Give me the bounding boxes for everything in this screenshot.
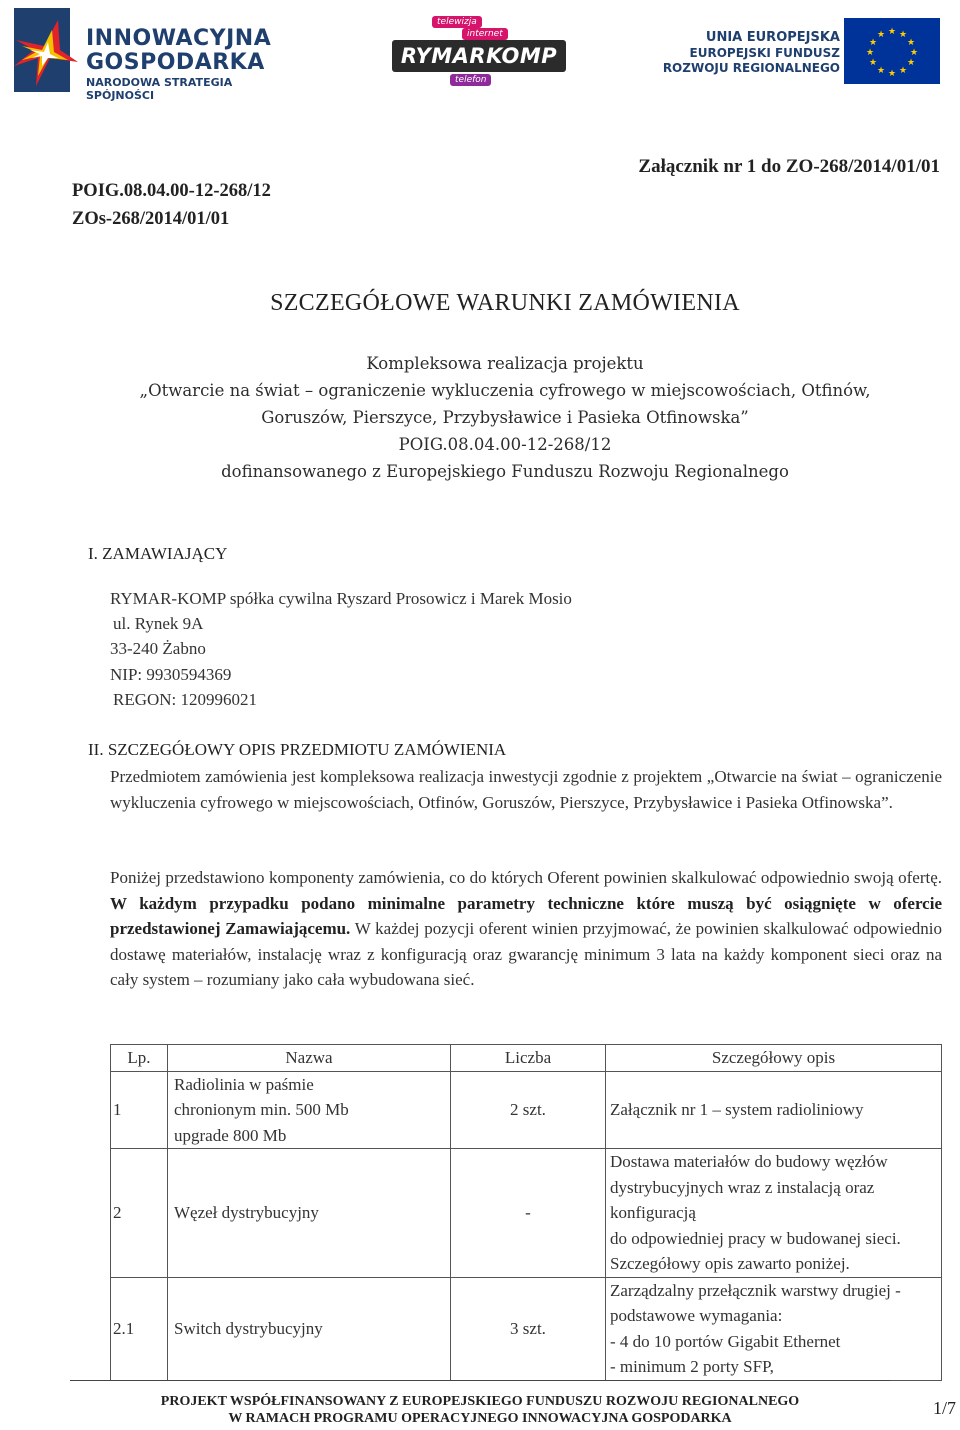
ig-logo-line3: NARODOWA STRATEGIA SPÓJNOŚCI	[86, 76, 233, 102]
section2-paragraph1: Przedmiotem zamówienia jest kompleksowa realizacja inwestycji zgodnie z projektem „Otwarcie na świat – ograniczenie wykluczenia cyfrowego w miejscowościach, Otfinów, Goruszów, Pierszyce, Przybysławice i Pasieka Otfinowska”.	[110, 767, 942, 812]
row-desc	[606, 1149, 942, 1278]
row-lp: 2	[111, 1149, 168, 1278]
row-name-line: Switch dystrybucyjny	[174, 1318, 323, 1338]
para2-end: W każdej pozycji oferent winien przyjmować, że powinien skalkulować odpowiednio dostawę materiałów, instalację wraz z konfiguracją oraz gwarancję minimum 3 lata na każdy komponent sieci oraz na cały system – rozumiany jako cała wybudowana sieć.	[110, 919, 942, 989]
row-desc-line: do odpowiedniej pracy w budowanej sieci.	[610, 1228, 901, 1248]
eu-flag-icon	[844, 18, 940, 84]
row-desc	[606, 1277, 942, 1380]
col-header-desc: Szczegółowy opis	[606, 1045, 942, 1072]
col-header-name: Nazwa	[168, 1045, 451, 1072]
row-name-line: upgrade 800 Mb	[174, 1125, 287, 1145]
nip-number: NIP: 9930594369	[110, 665, 232, 684]
svg-text:★: ★	[887, 69, 897, 79]
ig-star-icon	[8, 6, 80, 94]
row-desc-line: - minimum 2 porty SFP,	[610, 1357, 774, 1376]
svg-text:★: ★	[898, 30, 908, 40]
row-name	[168, 1149, 451, 1278]
svg-text:★: ★	[887, 27, 897, 37]
section1-heading: I. ZAMAWIAJĄCY	[88, 544, 228, 563]
row-qty: 3 szt.	[451, 1277, 606, 1380]
svg-text:★: ★	[865, 48, 875, 58]
row-qty: 2 szt.	[451, 1071, 606, 1149]
subtitle-line4: POIG.08.04.00-12-268/12	[398, 435, 612, 454]
row-desc-line: Szczegółowy opis zawarto poniżej.	[610, 1254, 850, 1273]
row-name	[168, 1277, 451, 1380]
row-name-line: chronionym min. 500 Mb	[174, 1100, 349, 1119]
table-row	[111, 1071, 942, 1149]
col-header-lp: Lp.	[111, 1045, 168, 1072]
row-desc-line: Dostawa materiałów do budowy węzłów	[610, 1152, 888, 1171]
svg-text:★: ★	[876, 66, 886, 76]
eu-logo-line2: EUROPEJSKI FUNDUSZ	[689, 46, 840, 60]
svg-text:★: ★	[909, 48, 919, 58]
rk-logo-wordmark: RYMARKOMP	[392, 40, 566, 72]
svg-text:★: ★	[876, 30, 886, 40]
ig-logo-line2: GOSPODARKA	[86, 50, 265, 75]
eu-logo-line3: ROZWOJU REGIONALNEGO	[662, 61, 840, 75]
row-qty: -	[451, 1149, 606, 1278]
table-row	[111, 1277, 942, 1380]
rk-tag-phone: telefon	[450, 74, 491, 86]
svg-text:★: ★	[868, 58, 878, 68]
row-desc-line: dystrybucyjnych wraz z instalacją oraz konfiguracją	[610, 1177, 875, 1222]
para2-start: Poniżej przedstawiono komponenty zamówienia, co do których Oferent powinien skalkulować odpowiednio swoją ofertę.	[110, 868, 942, 887]
svg-text:★: ★	[868, 38, 878, 48]
subtitle-line5: dofinansowanego z Europejskiego Funduszu Rozwoju Regionalnego	[221, 462, 789, 481]
street-address: ul. Rynek 9A	[113, 614, 204, 633]
table-row	[111, 1149, 942, 1278]
city-postal: 33-240 Żabno	[110, 639, 206, 658]
section2-heading: II. SZCZEGÓŁOWY OPIS PRZEDMIOTU ZAMÓWIENIA	[88, 740, 507, 759]
row-desc-line: - 4 do 10 portów Gigabit Ethernet	[610, 1331, 841, 1351]
table-header-row	[111, 1045, 942, 1072]
ig-logo-line1: INNOWACYJNA	[86, 26, 272, 51]
project-number: POIG.08.04.00-12-268/12	[72, 181, 271, 201]
rk-tag-tv: telewizja	[432, 16, 482, 28]
svg-text:★: ★	[898, 66, 908, 76]
footer-line2: W RAMACH PROGRAMU OPERACYJNEGO INNOWACYJNA GOSPODARKA	[228, 1411, 732, 1426]
col-header-qty: Liczba	[451, 1045, 606, 1072]
section2-paragraph2	[110, 865, 942, 993]
row-name-line: Radiolinia w paśmie	[174, 1074, 314, 1094]
svg-text:★: ★	[906, 58, 916, 68]
rk-tag-internet: internet	[462, 28, 508, 40]
zos-number: ZOs-268/2014/01/01	[72, 209, 230, 229]
rymarkomp-logo	[392, 12, 568, 88]
row-name	[168, 1071, 451, 1149]
eu-fund-logo	[660, 4, 958, 98]
row-desc	[606, 1071, 942, 1149]
row-lp: 2.1	[111, 1277, 168, 1380]
footer-line1: PROJEKT WSPÓŁFINANSOWANY Z EUROPEJSKIEGO FUNDUSZU ROZWOJU REGIONALNEGO	[160, 1394, 800, 1409]
subtitle-line2: „Otwarcie na świat – ograniczenie wykluczenia cyfrowego w miejscowościach, Otfinów,	[139, 381, 871, 400]
eu-logo-line1: UNIA EUROPEJSKA	[705, 30, 840, 45]
row-desc-line: Załącznik nr 1 – system radioliniowy	[610, 1100, 864, 1119]
footer-divider	[70, 1380, 890, 1381]
components-table	[110, 1044, 942, 1381]
regon-number: REGON: 120996021	[113, 690, 258, 709]
page-number: 1/7	[932, 1398, 956, 1418]
row-lp: 1	[111, 1071, 168, 1149]
document-title: SZCZEGÓŁOWE WARUNKI ZAMÓWIENIA	[270, 290, 740, 316]
svg-text:★: ★	[906, 38, 916, 48]
row-desc-line: podstawowe wymagania:	[610, 1306, 783, 1325]
subtitle-line1: Kompleksowa realizacja projektu	[366, 354, 644, 373]
subtitle-line3: Goruszów, Pierszyce, Przybysławice i Pasieka Otfinowska”	[261, 408, 749, 427]
innowacyjna-gospodarka-logo	[8, 6, 278, 102]
row-desc-line: Zarządzalny przełącznik warstwy drugiej -	[610, 1280, 901, 1300]
attachment-reference: Załącznik nr 1 do ZO-268/2014/01/01	[638, 156, 940, 177]
para2-bold: W każdym przypadku podano minimalne parametry techniczne które muszą być osiągnięte w ofercie przedstawionej Zamawiającemu.	[110, 893, 942, 938]
row-name-line: Węzeł dystrybucyjny	[174, 1203, 319, 1222]
company-name: RYMAR-KOMP spółka cywilna Ryszard Prosowicz i Marek Mosio	[110, 589, 572, 608]
